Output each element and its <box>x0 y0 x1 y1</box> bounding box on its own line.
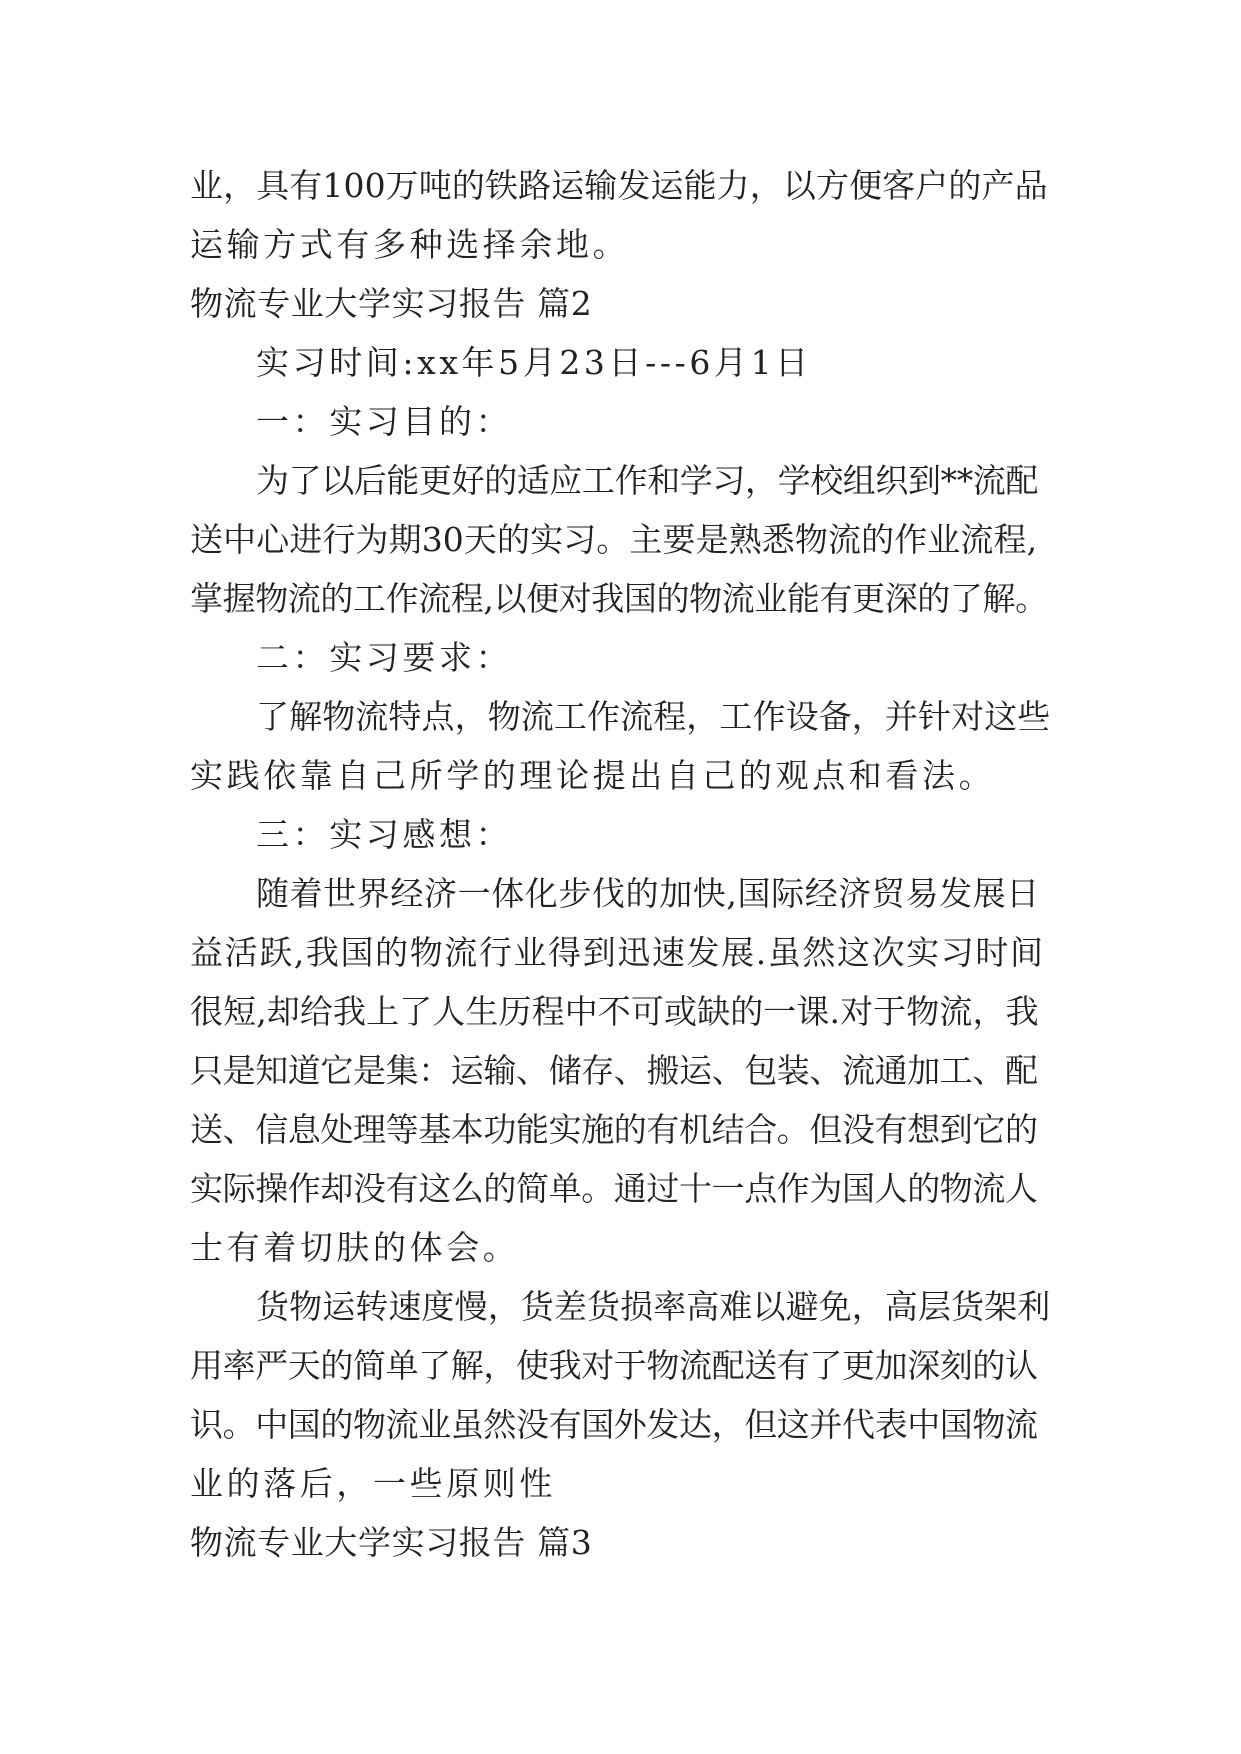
body-line: 实践依靠自己所学的理论提出自己的观点和看法。 <box>190 756 996 795</box>
body-line: 货物运转速度慢，货差货损率高难以避免，高层货架利 <box>256 1287 1051 1326</box>
body-line: 了解物流特点，物流工作流程，工作设备，并针对这些 <box>256 697 1051 736</box>
body-line: 业的落后，一些原则性 <box>190 1464 556 1503</box>
body-line: 掌握物流的工作流程,以便对我国的物流业能有更深的了解。 <box>190 579 1048 618</box>
body-line: 用率严天的简单了解，使我对于物流配送有了更加深刻的认 <box>190 1346 1038 1385</box>
body-line: 送、信息处理等基本功能实施的有机结合。但没有想到它的 <box>190 1110 1038 1149</box>
body-line: 很短,却给我上了人生历程中不可或缺的一课.对于物流，我 <box>190 992 1039 1031</box>
body-line: 送中心进行为期30天的实习。主要是熟悉物流的作业流程, <box>190 520 1038 559</box>
body-line: 业，具有100万吨的铁路运输发运能力，以方便客户的产品 <box>190 166 1048 205</box>
body-line: 随着世界经济一体化步伐的加快,国际经济贸易发展日 <box>256 874 1040 913</box>
body-line: 识。中国的物流业虽然没有国外发达，但这并代表中国物流 <box>190 1405 1038 1444</box>
body-line: 实际操作却没有这么的简单。通过十一点作为国人的物流人 <box>190 1169 1038 1208</box>
body-line: 益活跃,我国的物流行业得到迅速发展.虽然这次实习时间 <box>190 933 1045 972</box>
body-line: 为了以后能更好的适应工作和学习，学校组织到**流配 <box>256 461 1039 500</box>
body-line: 只是知道它是集：运输、储存、搬运、包装、流通加工、配 <box>190 1051 1038 1090</box>
section-heading: 物流专业大学实习报告 篇3 <box>190 1523 593 1562</box>
body-line: 运输方式有多种选择余地。 <box>190 225 630 264</box>
subheading: 三：实习感想： <box>256 815 513 854</box>
body-line: 实习时间:xx年5月23日---6月1日 <box>256 343 812 382</box>
section-heading: 物流专业大学实习报告 篇2 <box>190 284 593 323</box>
subheading: 一：实习目的： <box>256 402 513 441</box>
body-line: 士有着切肤的体会。 <box>190 1228 520 1267</box>
subheading: 二：实习要求： <box>256 638 513 677</box>
